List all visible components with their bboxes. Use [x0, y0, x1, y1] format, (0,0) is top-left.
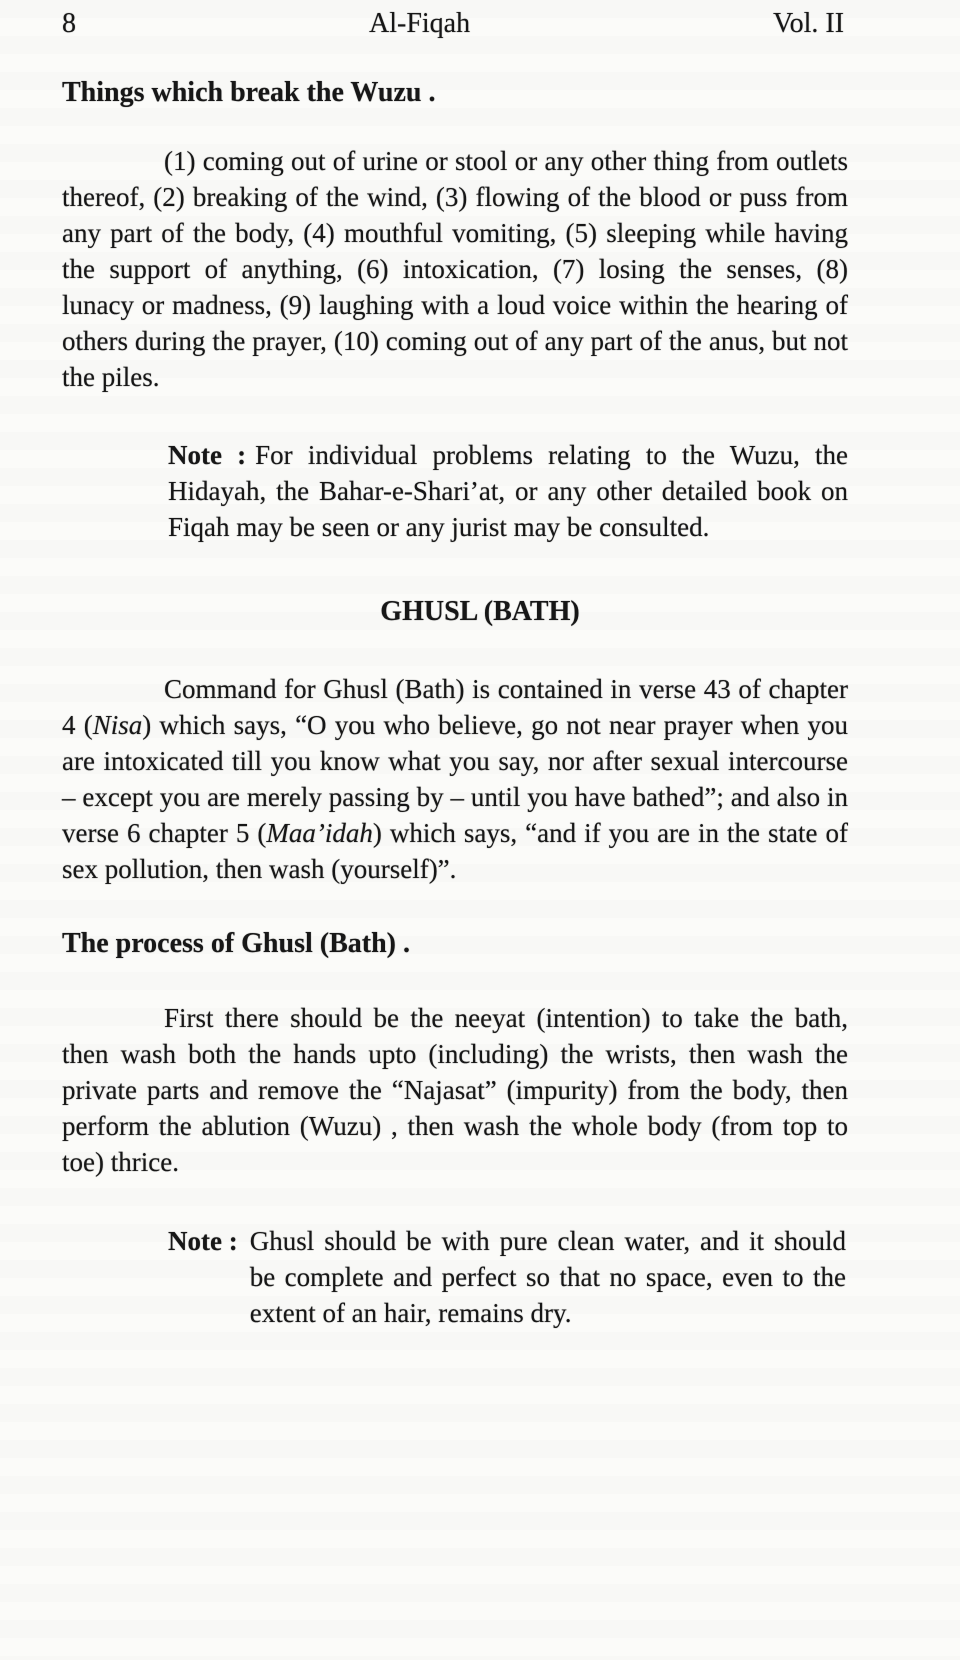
note-label: Note : — [168, 1226, 238, 1256]
paragraph-ghusl-command: Command for Ghusl (Bath) is contained in verse 43 of chapter 4 (Nisa) which says, “O you who believe, go not near prayer when you are intoxicated till you know what you say, nor after sexual intercourse – except you are merely passing by – until you have bathed”; and also in verse 6 chapter 5 (Maa’idah) which says, “and if you are in the state of sex pollution, then wash (yourself)”. — [62, 674, 848, 884]
note-label: Note : — [168, 440, 247, 470]
note-text: For individual problems relating to the Wuzu, the Hidayah, the Bahar-e-Shari’at, or any other detailed book on Fiqah may be seen or any jurist may be consulted. — [168, 440, 848, 542]
heading-ghusl-bath: GHUSL (BATH) — [380, 596, 580, 627]
note-block-wuzu — [168, 437, 848, 545]
volume-label: Vol. II — [773, 8, 845, 39]
paragraph-ghusl-process: First there should be the neeyat (intention) to take the bath, then wash both the hands upto (including) the wrists, then wash the private parts and remove the “Najasat” (impurity) from the body, then perform the ablution (Wuzu) , then wash the whole body (from top to toe) thrice. — [62, 1003, 848, 1177]
paragraph-wuzu-breakers: (1) coming out of urine or stool or any other thing from outlets thereof, (2) breaking of the wind, (3) flowing of the blood or puss from any part of the body, (4) mouthful vomiting, (5) sleeping while having the support of anything, (6) intoxication, (7) losing the senses, (8) lunacy or madness, (9) laughing with a loud voice within the hearing of others during the prayer, (10) coming out of any part of the anus, but not the piles. — [62, 146, 848, 392]
book-title: Al-Fiqah — [369, 8, 471, 39]
heading-things-which-break-wuzu: Things which break the Wuzu . — [62, 77, 436, 108]
page-header — [62, 6, 960, 42]
note-block-ghusl — [168, 1223, 846, 1331]
page-number: 8 — [62, 8, 76, 39]
heading-process-of-ghusl: The process of Ghusl (Bath) . — [62, 928, 410, 959]
note-text: Ghusl should be with pure clean water, and it should be complete and perfect so that no space, even to the extent of an hair, remains dry. — [249, 1226, 846, 1328]
